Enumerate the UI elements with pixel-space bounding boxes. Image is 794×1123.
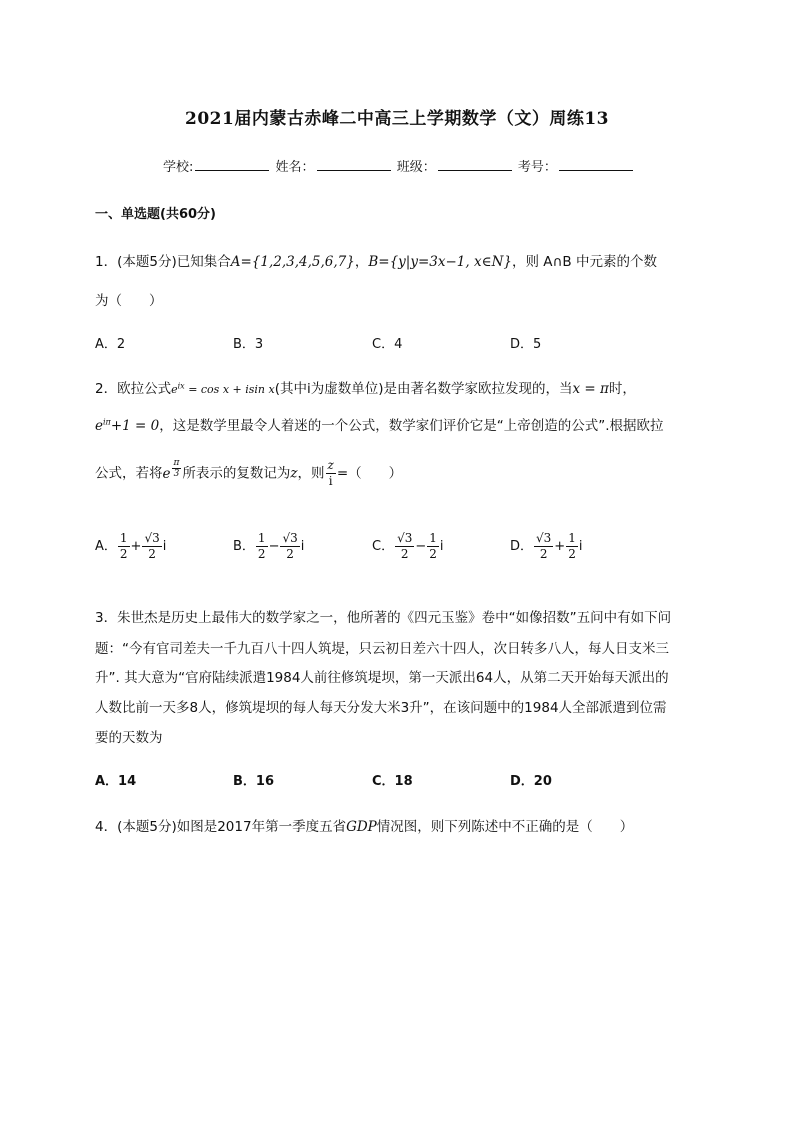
q3-option-d: D．20 bbox=[510, 774, 552, 789]
q1-option-a: A．2 bbox=[95, 337, 126, 352]
q2-line2 bbox=[95, 414, 664, 434]
q4-line1 bbox=[95, 815, 633, 835]
q2-text-mid: (其中i为虚数单位)是由著名数学家欧拉发现的，当 bbox=[274, 381, 573, 397]
q2-line3-suffix: =（ ） bbox=[336, 465, 403, 482]
q2-euler-identity: $e^{i\pi}+1 = 0$ bbox=[95, 417, 160, 434]
q2-line1 bbox=[95, 377, 636, 397]
q2-euler-formula: $e^{ix} = \cos x + isin$ x bbox=[171, 381, 275, 396]
q4-text-suffix: 情况图，则下列陈述中不正确的是（ ） bbox=[376, 819, 634, 835]
number-label: 考号： bbox=[517, 160, 557, 175]
q2-line2-text: ，这是数学里最令人着迷的一个公式，数学家们评价它是“上帝创造的公式”.根据欧拉 bbox=[159, 418, 664, 434]
q3-line2: 题：“今有官司差夫一千九百八十四人筑堤，只云初日差六十四人，次日转多八人，每人日支米三 bbox=[95, 641, 669, 657]
q2-line3-then: ，则 bbox=[297, 465, 325, 482]
q2-option-c: C． $\frac{√3}{2}$ − $\frac{1}{2}$ i bbox=[372, 531, 444, 561]
q2-line3-prefix: 公式，若将 bbox=[95, 465, 163, 482]
q2-option-a: A． $\frac{1}{2}$ + $\frac{√3}{2}$ i bbox=[95, 531, 167, 561]
q3-line4: 人数比前一天多8人，修筑堤坝的每人每天分发大米3升”，在该问题中的1984人全部派遣到位需 bbox=[95, 700, 667, 716]
q3-option-b: B．16 bbox=[233, 774, 274, 789]
q1-text: 1．(本题5分)已知集合 bbox=[95, 254, 231, 270]
q3-line3: 升”. 其大意为“官府陆续派遣1984人前往修筑堤坝，第一天派出64人，从第二天开始每天派出的 bbox=[95, 670, 669, 686]
q1-line1 bbox=[95, 250, 657, 270]
q2-text: 2．欧拉公式 bbox=[95, 381, 172, 397]
name-label: 姓名： bbox=[275, 160, 315, 175]
q2-z-over-i: $\frac{z}{i}$ bbox=[327, 458, 334, 488]
q2-text-suffix: 时， bbox=[608, 381, 636, 397]
q1-option-b: B．3 bbox=[233, 337, 264, 352]
q1-sep: ， bbox=[354, 254, 369, 270]
q1-option-c: C．4 bbox=[372, 337, 403, 352]
q3-option-c: C．18 bbox=[372, 774, 413, 789]
q3-line5: 要的天数为 bbox=[95, 730, 163, 746]
school-label: 学校: bbox=[163, 160, 194, 175]
q1-set-a: A={1,2,3,4,5,6,7} bbox=[230, 254, 355, 270]
class-blank[interactable] bbox=[438, 158, 512, 171]
number-blank[interactable] bbox=[559, 158, 633, 171]
q3-option-a: A．14 bbox=[95, 774, 137, 789]
q1-line2: 为（ ） bbox=[95, 293, 163, 309]
q3-line1: 3．朱世杰是历史上最伟大的数学家之一，他所著的《四元玉鉴》卷中“如像招数”五问中有如下问 bbox=[95, 610, 672, 626]
school-blank[interactable] bbox=[195, 158, 269, 171]
q2-line3-mid: 所表示的复数记为 bbox=[182, 465, 291, 482]
q2-line3 bbox=[95, 458, 402, 489]
q2-z: z bbox=[290, 465, 298, 482]
section-heading: 一、单选题(共60分) bbox=[95, 207, 216, 222]
class-label: 班级： bbox=[396, 160, 436, 175]
q4-text: 4．(本题5分)如图是2017年第一季度五省 bbox=[95, 819, 347, 835]
q1-text-suffix: ，则 A∩B 中元素的个数 bbox=[511, 254, 657, 270]
name-blank[interactable] bbox=[317, 158, 391, 171]
q1-option-d: D．5 bbox=[510, 337, 542, 352]
page-title: 2021届内蒙古赤峰二中高三上学期数学（文）周练13 bbox=[185, 109, 609, 129]
q2-option-d: D． $\frac{√3}{2}$ + $\frac{1}{2}$ i bbox=[510, 531, 583, 561]
q1-set-b: B={y|y=3x−1, x∈N} bbox=[368, 254, 512, 270]
student-info-line bbox=[163, 156, 635, 175]
q2-exp-e: e $\frac{\pi}{3}$ bbox=[162, 458, 180, 482]
q2-option-b: B． $\frac{1}{2}$ − $\frac{√3}{2}$ i bbox=[233, 531, 305, 561]
q2-x-pi: x = π bbox=[572, 381, 609, 397]
q4-gdp: GDP bbox=[346, 819, 377, 835]
